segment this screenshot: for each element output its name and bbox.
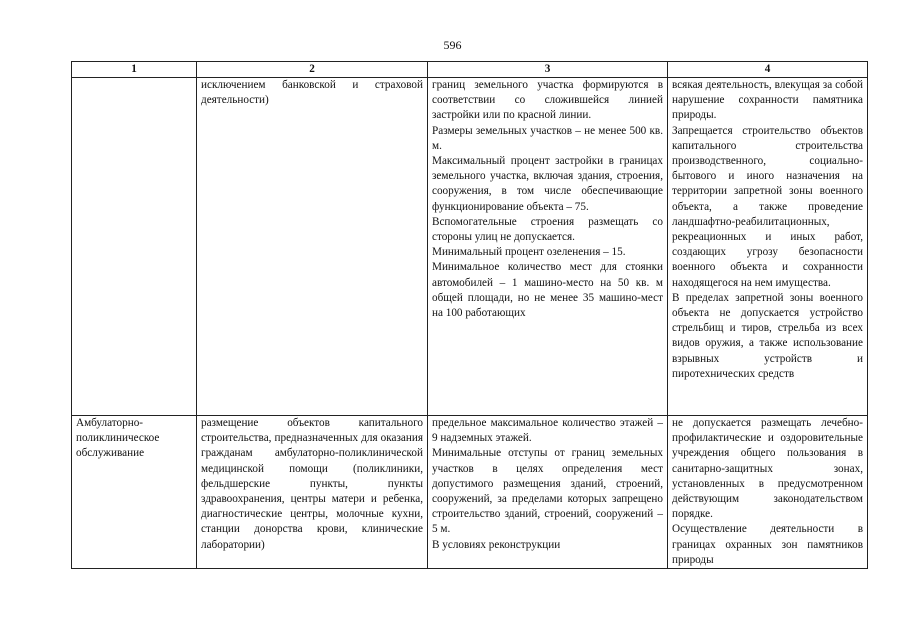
table-cell-col1 xyxy=(72,78,197,416)
table-cell-col3 xyxy=(428,78,668,416)
cell-paragraph: не допускается размещать лечебно-профилактические и оздоровительные учреждения общего пользования в санитарно-защитных зонах, установленных в предусмотренном действующим законодательством порядке. xyxy=(672,417,863,521)
cell-paragraph: всякая деятельность, влекущая за собой нарушение сохранности памятника природы. xyxy=(672,79,863,122)
cell-paragraph: исключением банковской и страховой деятельности) xyxy=(201,79,423,107)
cell-paragraph: В пределах запретной зоны военного объекта не допускается устройство стрельбищ и тиров, стрельба из всех видов оружия, а также использование взрывных устройств и пиротехнических средств xyxy=(672,291,863,380)
table-row xyxy=(72,78,868,416)
cell-paragraph: Минимальное количество мест для стоянки автомобилей – 1 машино-место на 50 кв. м общей площади, но не менее 35 машино-мест на 100 работающих xyxy=(432,261,663,320)
table-cell-col2 xyxy=(197,78,428,416)
table-row xyxy=(72,416,868,569)
regulations-table xyxy=(71,61,868,569)
column-header-2: 2 xyxy=(197,62,428,78)
cell-paragraph: предельное максимальное количество этажей – 9 надземных этажей. xyxy=(432,417,663,445)
cell-paragraph: размещение объектов капитального строительства, предназначенных для оказания гражданам амбулаторно-поликлинической медицинской помощи (поликлиники, фельдшерские пункты, пункты здравоохранения, центры матери и ребенка, диагностические центры, молочные кухни, станции донорства крови, клинические лаборатории) xyxy=(201,417,423,551)
table-cell-col1 xyxy=(72,416,197,569)
page-number: 596 xyxy=(443,38,462,52)
cell-paragraph: Размеры земельных участков – не менее 500 кв. м. xyxy=(432,124,663,152)
cell-paragraph: Минимальные отступы от границ земельных участков в целях определения мест допустимого размещения зданий, строений, сооружений, за пределами которых запрещено строительство зданий, строений, сооружений – 5 м. xyxy=(432,447,663,536)
table-cell-col2 xyxy=(197,416,428,569)
table-cell-col3 xyxy=(428,416,668,569)
cell-paragraph: Максимальный процент застройки в границах земельного участка, включая здания, строения, сооружения, в том числе обеспечивающие функционирование объекта – 75. xyxy=(432,155,663,213)
column-header-3: 3 xyxy=(428,62,668,78)
cell-paragraph: Минимальный процент озеленения – 15. xyxy=(432,246,626,259)
cell-paragraph: Осуществление деятельности в границах охранных зон памятников природы xyxy=(672,523,863,566)
table-cell-col4 xyxy=(668,78,868,416)
cell-paragraph: Вспомогательные строения размещать со стороны улиц не допускается. xyxy=(432,215,663,244)
cell-paragraph: В условиях реконструкции xyxy=(432,538,561,551)
column-header-1: 1 xyxy=(72,62,197,78)
column-header-4: 4 xyxy=(668,62,868,78)
cell-paragraph: Амбулаторно-поликлиническое обслуживание xyxy=(76,417,160,460)
cell-paragraph: границ земельного участка формируются в соответствии со сложившейся линией застройки или по красной линии. xyxy=(432,79,663,122)
table-cell-col4 xyxy=(668,416,868,569)
table-header-row xyxy=(72,62,868,78)
cell-paragraph: Запрещается строительство объектов капитального строительства производственного, социально-бытового и иного назначения на территории запретной зоны военного объекта, а также проведение ландшафтно-реабилитационных, рекреационных и иных работ, создающих угрозу безопасности военного объекта и сохранности находящегося на нем имущества. xyxy=(672,124,863,289)
